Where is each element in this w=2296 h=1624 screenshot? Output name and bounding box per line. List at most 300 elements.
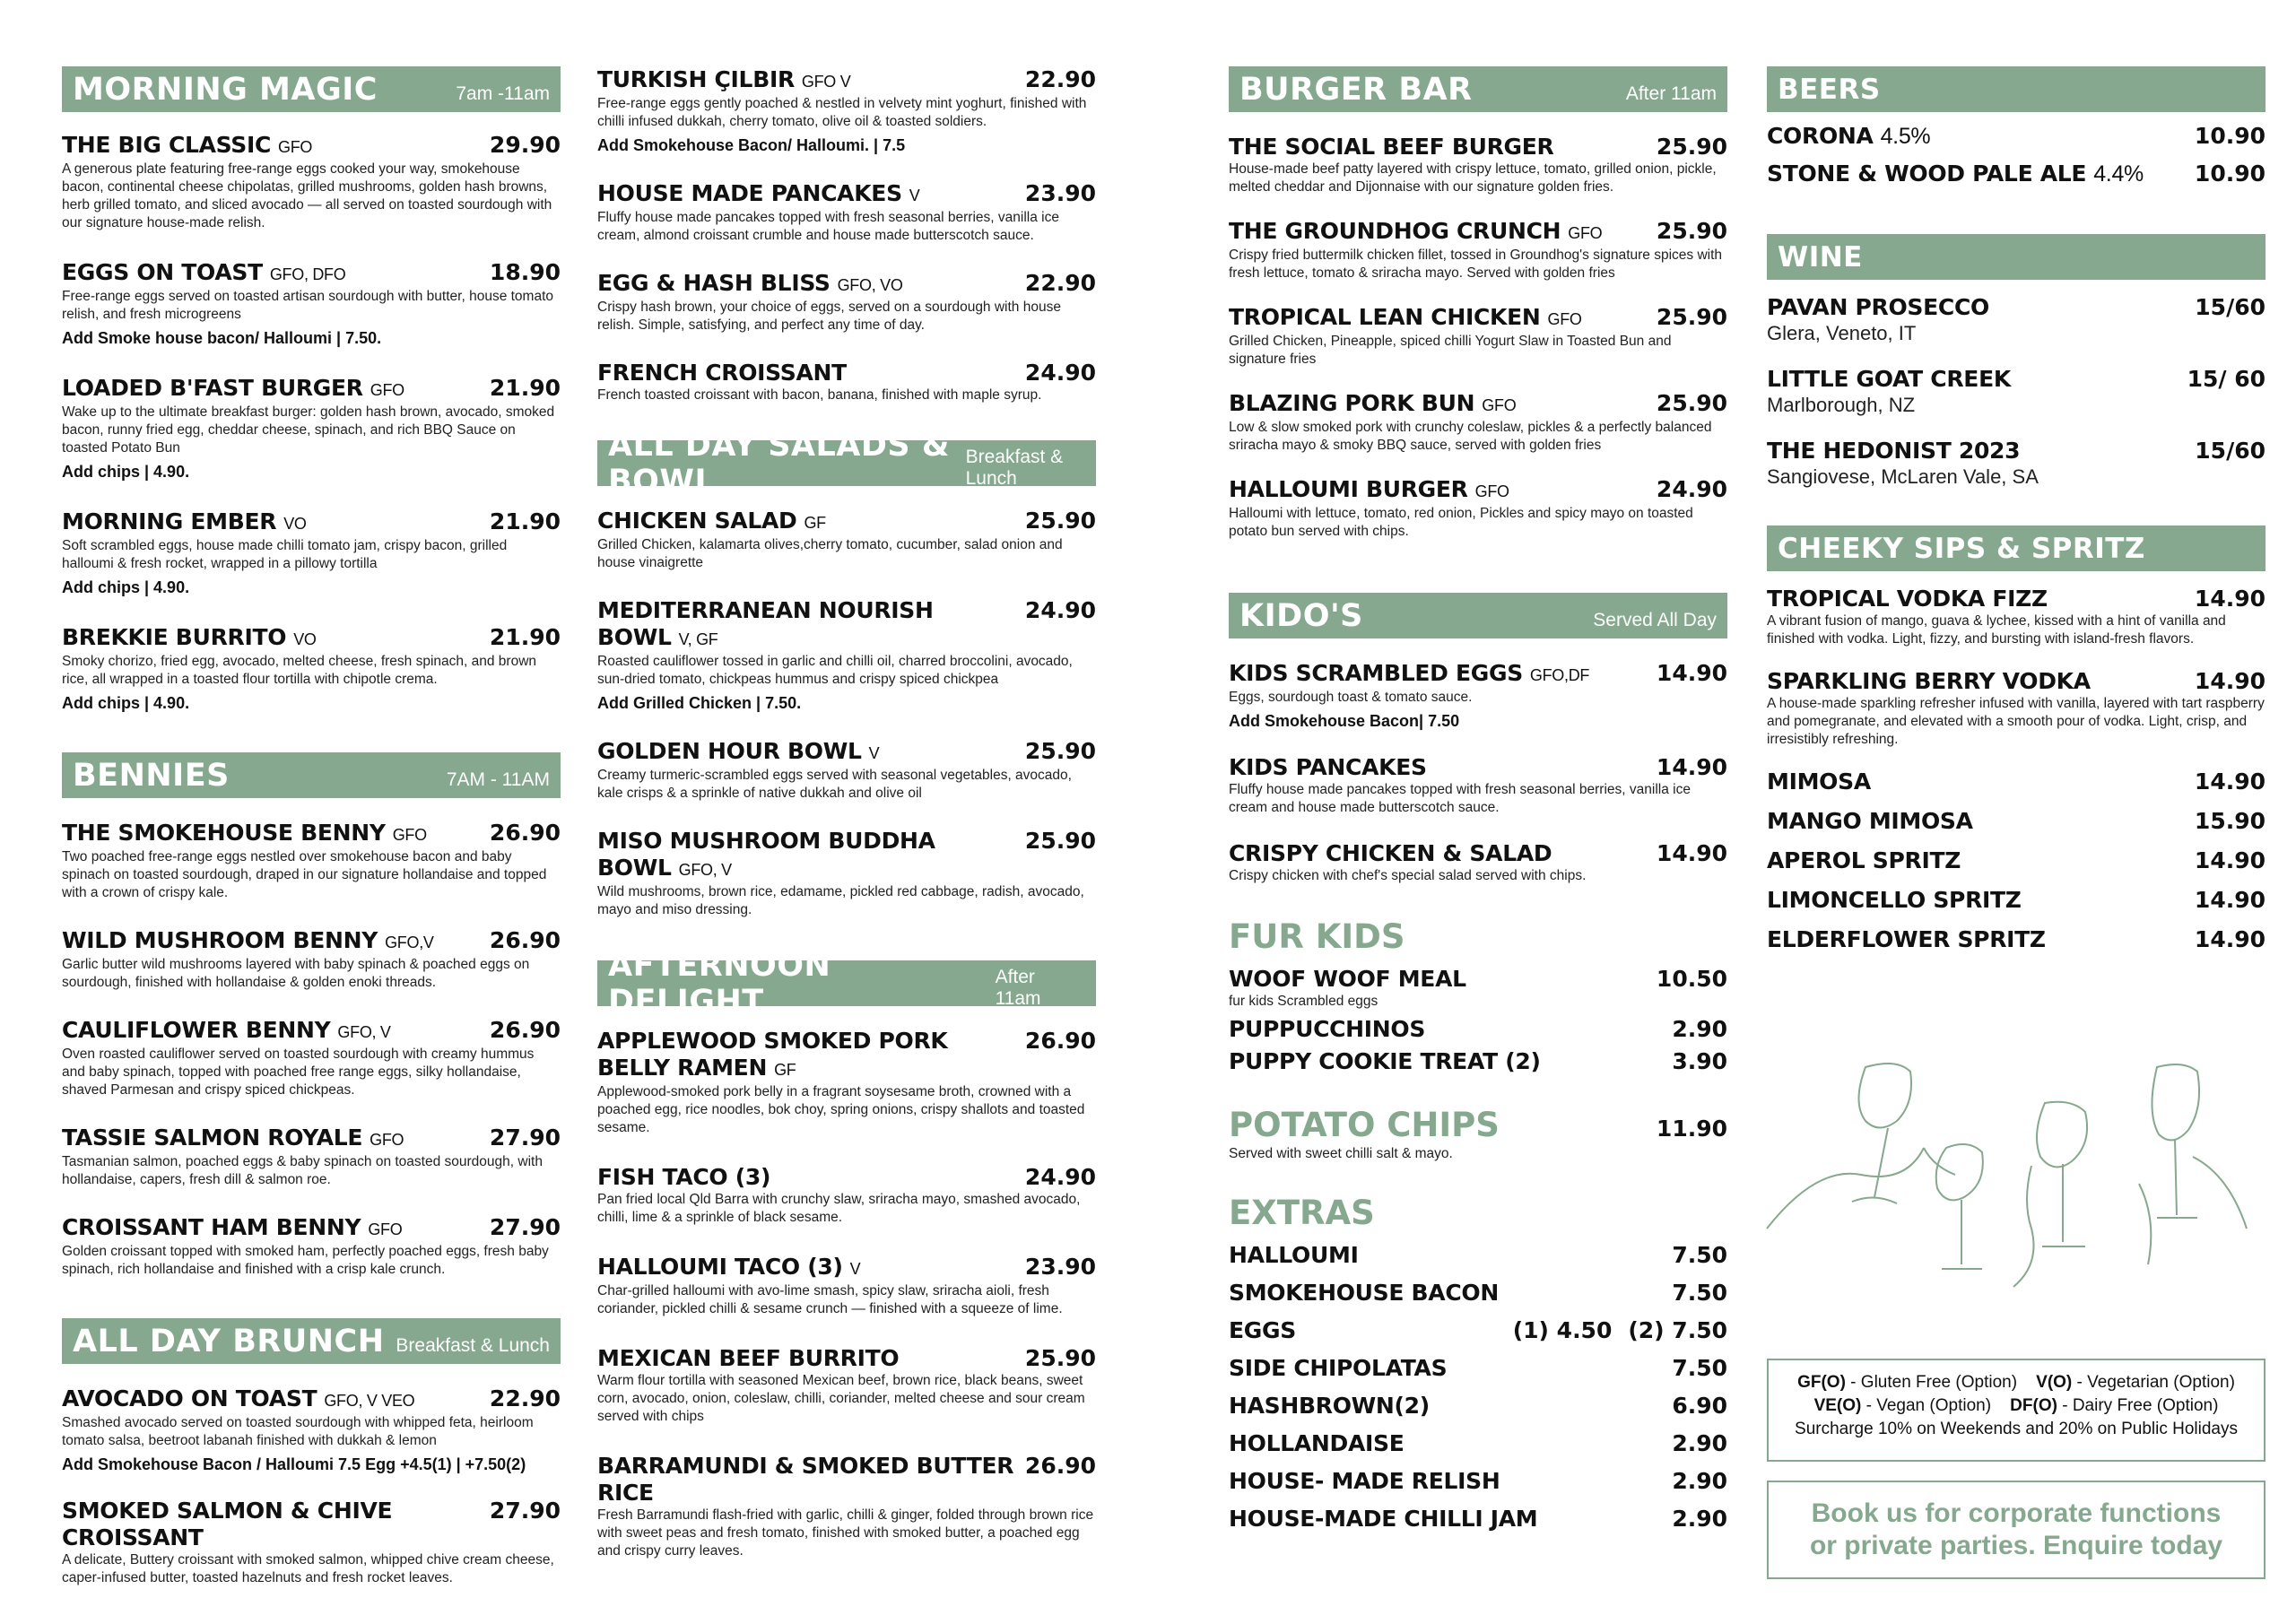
booking-callout: Book us for corporate functions or private parties. Enquire today: [1767, 1481, 2266, 1579]
menu-item: [597, 597, 1096, 713]
item-name: [1229, 304, 1582, 333]
item-description: Fluffy house made pancakes topped with fresh seasonal berries, vanilla ice cream, almond croissant crumble and house made butterscotch sauce.: [597, 210, 1059, 243]
menu-item-row: [597, 1028, 1096, 1083]
burger-bar-hours: After 11am: [1625, 83, 1717, 104]
item-diet-tag: V: [849, 1260, 861, 1278]
salads-bowl-header: [597, 427, 1096, 499]
item-title: AVOCADO ON TOAST: [62, 1385, 317, 1411]
extra-price: 2.90: [1672, 1468, 1727, 1494]
item-price: 21.90: [489, 508, 561, 534]
menu-item-row: [1229, 134, 1727, 161]
menu-item-row: [62, 132, 561, 161]
morning-magic-title: MORNING MAGIC: [73, 71, 378, 108]
extra-price: (2) 7.50: [1628, 1317, 1727, 1343]
item-diet-tag: GFO: [1568, 224, 1603, 242]
menu-item: [62, 624, 561, 713]
item-name: [62, 1017, 391, 1046]
wine-item: [1767, 366, 2266, 418]
menu-item: [62, 1498, 561, 1587]
item-title: HALLOUMI TACO (3): [597, 1254, 843, 1280]
item-diet-tag: GFO, DFO: [269, 265, 346, 283]
item-title: WOOF WOOF MEAL: [1229, 966, 1466, 992]
menu-item-row: [62, 1125, 561, 1153]
menu-item: [62, 132, 561, 232]
item-title: KIDS SCRAMBLED EGGS: [1229, 660, 1523, 686]
item-addon: Add Grilled Chicken | 7.50.: [597, 694, 802, 712]
item-price: 24.90: [1024, 1164, 1096, 1190]
item-description: Free-range eggs served on toasted artisan sourdough with butter, house tomato relish, and fresh microgreens: [62, 289, 554, 322]
extras-item: [1229, 1506, 1727, 1533]
extra-name: HOLLANDAISE: [1229, 1430, 1405, 1456]
item-price: 14.90: [1656, 660, 1727, 686]
item-title: THE SMOKEHOUSE BENNY: [62, 820, 386, 846]
menu-item-row: [62, 820, 561, 848]
item-price: 27.90: [489, 1125, 561, 1151]
beer-title: CORONA: [1767, 123, 1874, 149]
fur-kids-item: [1229, 966, 1727, 1011]
item-description: Eggs, sourdough toast & tomato sauce.: [1229, 690, 1473, 705]
item-title: MISO MUSHROOM BUDDHA BOWL: [597, 828, 935, 881]
item-name: [597, 738, 879, 767]
wine-price: 15/60: [2195, 438, 2266, 464]
extra-name: HALLOUMI: [1229, 1242, 1359, 1268]
wine-name: THE HEDONIST 2023: [1767, 438, 2021, 464]
item-title: LOADED B'FAST BURGER: [62, 375, 363, 401]
item-title: GOLDEN HOUR BOWL: [597, 738, 862, 764]
menu-item-row: [1229, 754, 1727, 781]
menu-item-row: [597, 1254, 1096, 1282]
kidos-hours: Served All Day: [1593, 609, 1717, 630]
menu-item-row: [597, 270, 1096, 299]
item-description: Smoky chorizo, fried egg, avocado, melted cheese, fresh spinach, and brown rice, all wrapped in a toasted flour tortilla with chipotle crema.: [62, 654, 537, 687]
menu-item-row: [597, 180, 1096, 209]
menu-item: [1229, 390, 1727, 455]
extra-price: 7.50: [1672, 1355, 1727, 1381]
item-diet-tag: GFO: [278, 138, 313, 156]
item-diet-tag: V: [868, 744, 880, 762]
extras-item: [1229, 1317, 1727, 1344]
menu-item: [597, 508, 1096, 572]
item-title: EGG & HASH BLISS: [597, 270, 831, 296]
cocktail-price: 14.90: [2194, 847, 2266, 873]
item-name: [1229, 390, 1516, 419]
menu-item: [1229, 754, 1727, 817]
bennies-hours: 7AM - 11AM: [446, 769, 550, 790]
item-description: Crispy chicken with chef's special salad served with chips.: [1229, 868, 1587, 883]
item-name: [1229, 660, 1589, 689]
item-price: 21.90: [489, 375, 561, 401]
item-diet-tag: GFO: [1547, 310, 1582, 328]
cocktail-row: [1767, 847, 2266, 874]
menu-item: [62, 820, 561, 902]
item-name: [62, 1125, 404, 1153]
item-name: [597, 597, 1025, 653]
item-title: TURKISH ÇILBIR: [597, 66, 795, 92]
cocktail-row: [1767, 887, 2266, 914]
item-title: TASSIE SALMON ROYALE: [62, 1125, 363, 1151]
menu-item-row: [1229, 840, 1727, 867]
column-4: [1767, 66, 2266, 953]
item-title: FRENCH CROISSANT: [597, 360, 847, 386]
item-price: 23.90: [1024, 180, 1096, 206]
menu-item-row: [597, 360, 1096, 386]
item-title: HALLOUMI BURGER: [1229, 476, 1468, 502]
item-diet-tag: VO: [293, 630, 317, 648]
item-price: 26.90: [1024, 1028, 1096, 1054]
item-price: 26.90: [489, 820, 561, 846]
cheeky-sips-title: CHEEKY SIPS & SPRITZ: [1778, 532, 2145, 565]
item-title: CAULIFLOWER BENNY: [62, 1017, 331, 1043]
item-description: House-made beef patty layered with crispy lettuce, tomato, grilled onion, pickle, melted cheddar and Dijonnaise with our signature golden fries.: [1229, 161, 1717, 195]
menu-item: [597, 1345, 1096, 1426]
item-name: [62, 259, 345, 288]
beer-item: [1767, 123, 2266, 150]
item-name: [597, 508, 826, 536]
menu-item: [597, 180, 1096, 245]
item-name: [1229, 134, 1554, 161]
item-addon: Add chips | 4.90.: [62, 694, 190, 712]
menu-item: [597, 360, 1096, 404]
item-diet-tag: GFO,DF: [1529, 666, 1590, 684]
item-title: THE BIG CLASSIC: [62, 132, 272, 158]
wine-title: WINE: [1778, 240, 1863, 274]
menu-item-row: [597, 508, 1096, 536]
menu-item-row: [1229, 476, 1727, 505]
item-price: 22.90: [1024, 270, 1096, 296]
burger-bar-title: BURGER BAR: [1239, 71, 1473, 108]
menu-item-row: [62, 1017, 561, 1046]
item-diet-tag: GFO, V VEO: [324, 1392, 415, 1410]
item-name: [597, 180, 920, 209]
morning-magic-hours: 7am -11am: [456, 83, 550, 104]
item-diet-tag: GF: [774, 1061, 796, 1079]
cocktail-name: ELDERFLOWER SPRITZ: [1767, 926, 2046, 952]
item-addon: Add Smokehouse Bacon| 7.50: [1229, 712, 1460, 730]
cocktail-price: 14.90: [2194, 887, 2266, 913]
item-price: 21.90: [489, 624, 561, 650]
item-price: 22.90: [489, 1385, 561, 1411]
menu-item: [597, 1254, 1096, 1318]
cocktail-row: [1767, 769, 2266, 795]
extras-item: [1229, 1430, 1727, 1457]
item-title: SMOKED SALMON & CHIVE CROISSANT: [62, 1498, 393, 1550]
item-price: 27.90: [489, 1214, 561, 1240]
beer-title: STONE & WOOD PALE ALE: [1767, 161, 2087, 187]
item-addon: Add chips | 4.90.: [62, 578, 190, 596]
item-description: Warm flour tortilla with seasoned Mexican beef, brown rice, black beans, sweet corn, avocado, onion, coleslaw, chilli, coriander, melted cheese and sour cream served with chips: [597, 1373, 1085, 1424]
item-diet-tag: GFO: [368, 1220, 403, 1238]
kidos-header: [1229, 593, 1727, 638]
fur-kids-row: [1229, 1016, 1727, 1043]
item-title: WILD MUSHROOM BENNY: [62, 927, 378, 953]
item-diet-tag: GFO: [1474, 482, 1509, 500]
item-description: Fresh Barramundi flash-fried with garlic, chilli & ginger, folded through brown rice with sweet peas and fresh tomato, finished with smoked butter, a poached egg and crispy curry leaves.: [597, 1507, 1094, 1559]
menu-item: [1229, 134, 1727, 196]
item-price: 24.90: [1024, 360, 1096, 386]
extra-name: HASHBROWN(2): [1229, 1393, 1430, 1419]
extras-heading: EXTRAS: [1229, 1194, 1375, 1232]
cocktail-description: A house-made sparkling refresher infused with vanilla, layered with tart raspberry and pomegranate, and elevated with a smooth pour of vodka. Light, crisp, and irresistibly refreshing.: [1767, 696, 2265, 747]
menu-item-row: [62, 375, 561, 404]
wine-row: [1767, 438, 2266, 465]
item-price: 10.50: [1656, 966, 1727, 992]
kidos-title: KIDO'S: [1239, 597, 1363, 634]
menu-item: [597, 270, 1096, 334]
column-2: [597, 66, 1096, 1560]
item-description: Grilled Chicken, kalamarta olives,cherry tomato, cucumber, salad onion and house vinaigrette: [597, 537, 1063, 570]
morning-magic-header: [62, 66, 561, 112]
menu-item-row: [597, 1345, 1096, 1372]
item-description: A generous plate featuring free-range eggs cooked your way, smokehouse bacon, continental cheese chipolatas, grilled mushrooms, golden hash browns, herb grilled tomato, and sliced avocado — all served on toasted sourdough with our signature house-made relish.: [62, 161, 552, 230]
menu-item-row: [597, 1453, 1096, 1507]
item-diet-tag: GFO: [370, 381, 404, 399]
item-diet-tag: GFO: [1482, 396, 1517, 414]
item-price: 25.90: [1024, 828, 1096, 854]
cocktail-item: [1767, 808, 2266, 835]
wine-price: 15/60: [2195, 294, 2266, 320]
afternoon-delight-hours: After 11am: [995, 966, 1041, 1009]
menu-item-row: [62, 259, 561, 288]
cocktail-name: LIMONCELLO SPRITZ: [1767, 887, 2022, 913]
item-name: [62, 1498, 490, 1551]
item-title: THE GROUNDHOG CRUNCH: [1229, 218, 1561, 244]
afternoon-delight-title: AFTERNOON DELIGHT: [608, 947, 831, 1020]
beer-abv: 4.5%: [1880, 124, 1931, 149]
menu-item: [1229, 660, 1727, 731]
menu-item-row: [1229, 304, 1727, 333]
item-name: [62, 624, 317, 653]
menu-item-row: [597, 66, 1096, 95]
beers-title: BEERS: [1778, 73, 1881, 106]
beer-abv: 4.4%: [2093, 161, 2144, 187]
menu-item-row: [597, 738, 1096, 767]
item-description: Garlic butter wild mushrooms layered with baby spinach & poached eggs on sourdough, finished with hollandaise & golden enoki threads.: [62, 957, 530, 990]
menu-item-row: [1229, 390, 1727, 419]
all-day-brunch-header: [62, 1318, 561, 1364]
menu-item-row: [597, 828, 1096, 883]
extra-price: 2.90: [1672, 1430, 1727, 1456]
cocktail-item: [1767, 586, 2266, 648]
item-description: Creamy turmeric-scrambled eggs served with seasonal vegetables, avocado, kale crisps & a sprinkle of native dukkah and olive oil: [597, 768, 1072, 801]
item-title: APPLEWOOD SMOKED PORK BELLY RAMEN: [597, 1028, 948, 1081]
potato-chips: [1229, 1106, 1727, 1163]
beer-name: [1767, 161, 2144, 187]
cocktail-row: [1767, 926, 2266, 953]
menu-item: [597, 828, 1096, 919]
menu-item: [62, 1017, 561, 1099]
item-title: PUPPY COOKIE TREAT (2): [1229, 1048, 1541, 1074]
extras-item: [1229, 1393, 1727, 1420]
item-price: 22.90: [1024, 66, 1096, 92]
item-description: Low & slow smoked pork with crunchy coleslaw, pickles & a perfectly balanced sriracha mayo & smoky BBQ sauce, served with golden fries: [1229, 420, 1712, 453]
item-name: [62, 820, 427, 848]
extra-name: HOUSE- MADE RELISH: [1229, 1468, 1500, 1494]
beers-header: [1767, 66, 2266, 112]
extra-name: SMOKEHOUSE BACON: [1229, 1280, 1499, 1306]
item-title: MEDITERRANEAN NOURISH BOWL: [597, 597, 934, 650]
item-name: [62, 1385, 414, 1414]
extra-price-single: (1) 4.50: [1512, 1317, 1613, 1343]
cocktail-item: [1767, 847, 2266, 874]
item-name: [597, 1028, 1025, 1083]
cocktail-price: 14.90: [2194, 586, 2266, 612]
item-price: 26.90: [489, 927, 561, 953]
all-day-brunch-hours: Breakfast & Lunch: [396, 1334, 550, 1356]
potato-chips-row: [1229, 1106, 1727, 1145]
item-description: Free-range eggs gently poached & nestled in velvety mint yoghurt, finished with chilli infused dukkah, cherry tomato, olive oil & toasted soldiers.: [597, 96, 1087, 129]
item-price: 25.90: [1024, 1345, 1096, 1371]
item-name: [62, 927, 434, 956]
item-name: [597, 66, 850, 95]
item-name: [597, 1345, 899, 1372]
item-description: Applewood-smoked pork belly in a fragrant soysesame broth, crowned with a poached egg, rice noodles, bok choy, spring onions, crispy shallots and toasted sesame.: [597, 1084, 1085, 1135]
item-price: 14.90: [1656, 840, 1727, 866]
item-price: 27.90: [489, 1498, 561, 1524]
wine-header: [1767, 234, 2266, 280]
menu-item-row: [62, 508, 561, 537]
menu-item: [597, 1028, 1096, 1137]
item-description: Fluffy house made pancakes topped with fresh seasonal berries, vanilla ice cream and house made butterscotch sauce.: [1229, 782, 1691, 815]
menu-item: [62, 1125, 561, 1189]
item-diet-tag: GFO: [392, 826, 427, 844]
wine-row: [1767, 366, 2266, 393]
fur-kids-row: [1229, 966, 1727, 993]
item-name: [1229, 476, 1509, 505]
item-title: FISH TACO (3): [597, 1164, 771, 1190]
column-3: [1229, 66, 1727, 1533]
cocktail-glasses-illustration: [1762, 1049, 2265, 1291]
item-name: [597, 270, 903, 299]
menu-item: [1229, 218, 1727, 282]
item-price: 23.90: [1024, 1254, 1096, 1280]
item-title: HOUSE MADE PANCAKES: [597, 180, 902, 206]
cocktail-row: [1767, 586, 2266, 612]
cocktail-description: A vibrant fusion of mango, guava & lychee, kissed with a hint of vanilla and finished with vodka. Light, fizzy, and bursting with island-fresh flavors.: [1767, 613, 2226, 647]
item-name: [597, 1164, 770, 1191]
beer-name: [1767, 123, 1930, 150]
menu-item: [597, 1164, 1096, 1227]
cocktail-row: [1767, 668, 2266, 695]
extra-name: EGGS: [1229, 1317, 1296, 1343]
item-diet-tag: GFO, V: [337, 1023, 391, 1041]
cocktail-item: [1767, 769, 2266, 795]
item-price: 26.90: [489, 1017, 561, 1043]
item-diet-tag: GFO V: [801, 73, 851, 91]
menu-item-row: [62, 1214, 561, 1243]
fur-kids-item: [1229, 1016, 1727, 1043]
item-description: Golden croissant topped with smoked ham, perfectly poached eggs, fresh baby spinach, rich hollandaise and finished with a crisp kale crunch.: [62, 1244, 549, 1277]
item-price: 26.90: [1024, 1453, 1096, 1479]
salads-bowl-title: ALL DAY SALADS & BOWL: [608, 427, 950, 499]
item-description: Wild mushrooms, brown rice, edamame, pickled red cabbage, radish, avocado, mayo and miso dressing.: [597, 884, 1084, 917]
item-price: 25.90: [1024, 738, 1096, 764]
column-1: [62, 66, 561, 1587]
menu-item: [62, 259, 561, 348]
item-name: [597, 360, 847, 386]
bennies-title: BENNIES: [73, 757, 230, 794]
item-title: CHICKEN SALAD: [597, 508, 797, 534]
item-name: [62, 1214, 402, 1243]
menu-item-row: [1229, 218, 1727, 247]
afternoon-delight-header: [597, 947, 1096, 1020]
potato-chips-heading: POTATO CHIPS: [1229, 1106, 1500, 1144]
item-name: [1229, 754, 1427, 781]
menu-item-row: [62, 624, 561, 653]
item-price: 18.90: [489, 259, 561, 285]
item-description: Char-grilled halloumi with avo-lime smash, spicy slaw, sriracha aioli, fresh coriander, pickled chilli & sesame crunch — finished with a squeeze of lime.: [597, 1283, 1063, 1316]
item-addon: Add Smokehouse Bacon / Halloumi 7.5 Egg +4.5(1) | +7.50(2): [62, 1455, 526, 1473]
menu-item: [1229, 476, 1727, 541]
menu-item-row: [62, 927, 561, 956]
item-price: 25.90: [1656, 390, 1727, 416]
extra-price: 7.50: [1672, 1242, 1727, 1268]
item-description: Grilled Chicken, Pineapple, spiced chilli Yogurt Slaw in Toasted Bun and signature fries: [1229, 334, 1672, 367]
item-title: CRISPY CHICKEN & SALAD: [1229, 840, 1552, 866]
cocktail-price: 14.90: [2194, 668, 2266, 694]
menu-item: [597, 1453, 1096, 1560]
extras-item: [1229, 1355, 1727, 1382]
wine-item: [1767, 438, 2266, 490]
fur-kids-item: [1229, 1048, 1727, 1075]
item-name: [62, 375, 404, 404]
item-name: [597, 1453, 1025, 1507]
item-diet-tag: VO: [283, 515, 307, 533]
salads-bowl-hours: Breakfast & Lunch: [965, 446, 1064, 489]
cocktail-row: [1767, 808, 2266, 835]
item-diet-tag: GFO, VO: [837, 276, 903, 294]
item-description: French toasted croissant with bacon, banana, finished with maple syrup.: [597, 387, 1042, 403]
item-diet-tag: GF: [804, 514, 826, 532]
item-description: Smashed avocado served on toasted sourdough with whipped feta, heirloom tomato salsa, beetroot labanah finished with dukkah & lemon: [62, 1415, 534, 1448]
item-price: 29.90: [489, 132, 561, 158]
menu-item: [62, 1214, 561, 1279]
potato-chips-desc: Served with sweet chilli salt & mayo.: [1229, 1146, 1453, 1161]
cocktail-name: TROPICAL VODKA FIZZ: [1767, 586, 2048, 612]
menu-item: [62, 508, 561, 597]
item-description: Roasted cauliflower tossed in garlic and chilli oil, charred broccolini, avocado, sun-dried tomato, chickpeas hummus and crispy spiced chickpea: [597, 654, 1073, 687]
menu-item: [62, 1385, 561, 1474]
item-title: MORNING EMBER: [62, 508, 277, 534]
extra-price: 6.90: [1672, 1393, 1727, 1419]
item-diet-tag: V, GF: [678, 630, 718, 648]
item-description: Soft scrambled eggs, house made chilli tomato jam, crispy bacon, grilled halloumi & fresh rocket, wrapped in a pillowy tortilla: [62, 538, 508, 571]
item-description: A delicate, Buttery croissant with smoked salmon, whipped chive cream cheese, caper-infused butter, toasted hazelnuts and fresh rocket leaves.: [62, 1552, 554, 1585]
item-name: [1229, 840, 1552, 867]
item-addon: Add chips | 4.90.: [62, 463, 190, 481]
item-name: [62, 508, 307, 537]
cheeky-sips-header: [1767, 525, 2266, 571]
extras-item: [1229, 1468, 1727, 1495]
fur-kids-row: [1229, 1048, 1727, 1075]
cocktail-name: APEROL SPRITZ: [1767, 847, 1961, 873]
item-addon: Add Smoke house bacon/ Halloumi | 7.50.: [62, 329, 382, 347]
item-title: BLAZING PORK BUN: [1229, 390, 1475, 416]
beer-price: 10.90: [2194, 123, 2266, 149]
menu-item: [62, 927, 561, 992]
item-price: 24.90: [1024, 597, 1096, 623]
menu-item-row: [597, 1164, 1096, 1191]
item-name: [597, 1254, 860, 1282]
item-price: 25.90: [1656, 134, 1727, 160]
extra-price: 2.90: [1672, 1506, 1727, 1532]
cocktail-item: [1767, 926, 2266, 953]
item-title: KIDS PANCAKES: [1229, 754, 1427, 780]
wine-row: [1767, 294, 2266, 321]
item-description: Pan fried local Qld Barra with crunchy slaw, sriracha mayo, smashed avocado, chilli, lime & a sprinkle of black sesame.: [597, 1192, 1081, 1225]
menu-item-row: [62, 1498, 561, 1551]
cocktail-price: 14.90: [2194, 769, 2266, 795]
menu-item: [597, 66, 1096, 155]
